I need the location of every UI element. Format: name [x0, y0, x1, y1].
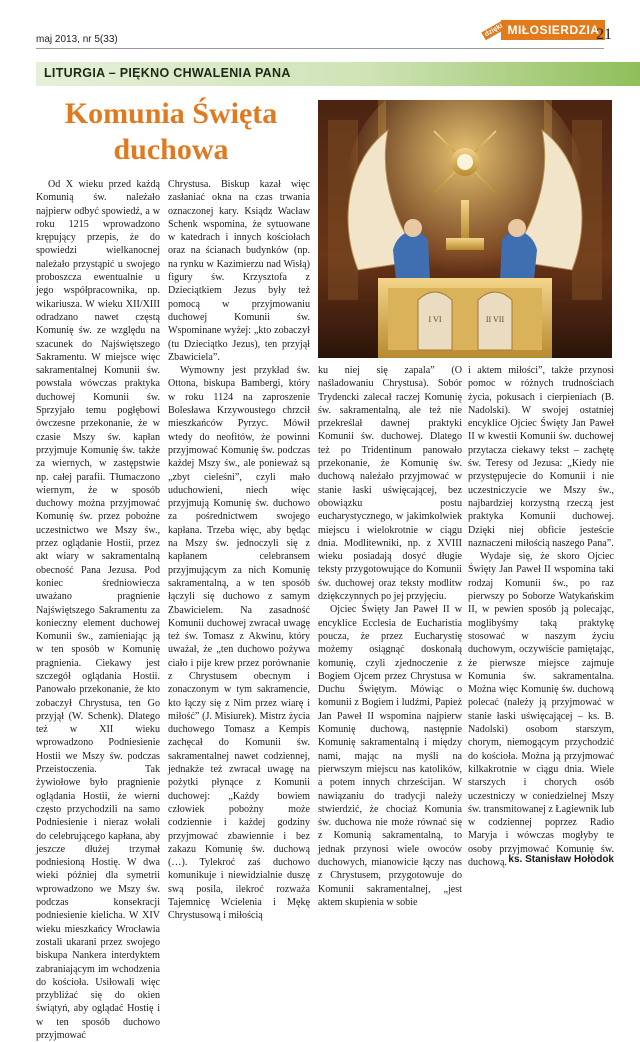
- logo-word: MIŁOSIERDZIA: [501, 20, 605, 40]
- paragraph: ku niej się zapala” (O naśladowaniu Chrystusa). Sobór Trydencki zalecał raczej Komunię św. sakramentalną, ale też nie przekreślał dawnej praktyki Komunii św. duchowej. Dlatego też po Tridentinum panowało przekonanie, że Komunię św. duchową należało przyjmować w stanie łaski uświęcającej, bez obowiązku postu eucharystycznego, w jakimkolwiek miejscu i wielokrotnie w ciągu dnia. Modlitewniki, np. z XVIII wieku posiadają dosyć długie teksty przygotowujące do Komunii św. duchowej oraz teksty modlitw dziękczynnych po jej przyjęciu.: [318, 365, 462, 603]
- issue-label: maj 2013, nr 5(33): [36, 34, 118, 45]
- tabernacle-photo: [318, 100, 612, 358]
- svg-text:II VII: II VII: [485, 315, 505, 324]
- author-signature: ks. Stanisław Hołodok: [508, 854, 614, 865]
- paragraph: Od X wieku przed każdą Komunią św. należało najpierw odbyć spowiedź, a w roku 1215 wprowadzono krępujący przepis, że do spowiedzi wielkanocnej należało przystąpić u swojego proboszcza ewentualnie u jego współpracownika, np. wikariusza. W wieku XII/XIII odradzano nawet częstą Komunię św. ze względu na szacunek do Najświętszego Sakramentu. W miejsce więc sakramentalnej Komunii św. powstała wówczas praktyka duchowej Komunii św. Sprzyjało temu pogłębowi ówczesne przekonanie, że w czasie Mszy św. kapłan przyjmuje Komunię św. także za wiernych, w zastępstwie np. całej parafii. Tłumaczono wiernym, że w sposób duchowy można przyjmować Komunię św. przez pobożne uczestnictwo we Mszy św., przez oglądanie Hostii, przez akt wiary w sakramentalną obecność Pana Jezusa. Pod koniec średniowiecza uważano pragnienie Najświętszego Sakramentu za konieczny element duchowej Komunii św., zamieniając ją w ten sposób w Komunię pragnienia. Ciekawy jest szczegół oglądania Hostii. Panowało przekonanie, że kto zobaczył Chrystusa, ten Go przyjął (W. Schenk). Dlatego też w XII wieku wprowadzono Podniesienie Hostii we Mszy św. podczas Przeistoczenia. Tak żywiołowe było pragnienie oglądania Hostii, że wierni często przychodzili na samo Podniesienie i nieraz wołali do celebrującego kapłana, aby jeszcze dłużej trzymał podniesioną Hostię. W dwa wieki później dla symetrii wprowadzono we Mszy św. podczas konsekracji podniesienie kielicha. W XIV wieku mieszkańcy Wrocławia zostali ukarani przez swojego biskupa Nankera interdyktem zabraniającym im wchodzenia do kościoła. Usiłowali więc przybliżać się do okien świątyń, aby oglądać Hostię i w ten sposób duchowo przyjmować: [36, 179, 160, 1041]
- article-headline: Komunia Święta duchowa: [64, 97, 278, 166]
- svg-text:I VI: I VI: [428, 315, 442, 324]
- text-column-4: [468, 364, 614, 868]
- logo-tag: dzięki: [481, 20, 506, 40]
- text-column-3: [318, 364, 462, 908]
- page-number: 21: [596, 26, 612, 43]
- paragraph: Wydaje się, że skoro Ojciec Święty Jan Paweł II wspomina taki rodzaj Komunii św., po raz pierwszy po Soborze Watykańskim II, w pewien sposób ją polecając, moglibyśmy taką praktykę stosować w naszym życiu duchowym, oczywiście pamiętając, że pierwsze miejsce zajmuje Komunia św. sakramentalna. Można więc Komunię św. duchową polecać (należy ją przyjmować w stanie łaski uświęcającej – ks. B. Nadolski) osobom starszym, chorym, niemogącym przychodzić do kościoła. Można ją przyjmować kilkakrotnie w ciągu dnia. Wiele starszych i chorych osób uczestniczy w coniedzielnej Mszy św. transmitowanej z Łagiewnik lub w codziennej poprzez Radio Maryja i wówczas mogłyby te osoby przyjmować Komunię św. duchową.: [468, 551, 614, 868]
- text-column-1: [36, 178, 160, 1041]
- section-band: [36, 62, 640, 86]
- section-title: LITURGIA – PIĘKNO CHWALENIA PANA: [44, 66, 291, 80]
- paragraph: Wymowny jest przykład św. Ottona, biskupa Bambergi, który w roku 1124 na zaproszenie Bolesława Krzywoustego chrzcił mieszkańców Pyrzyc. Mówił wtedy do neofitów, że powinni przyjmować Komunię św. podczas każdej Mszy św., ale ponieważ są „zbyt cieleśni”, czyli mało uduchowieni, niech więc przyjmują Komunię św. duchowo za pośrednictwem swojego kapłana. Trzeba więc, aby będąc na Mszy św. jednoczyli się z kapłanem celebransem przyjmującym za nich Komunię sakramentalną, a w ten sposób łączyli się duchowo z samym Zbawicielem. Na zasadność Komunii duchowej zwracał uwagę też św. Tomasz z Akwinu, który uważał, że „ten duchowo pożywa ciało i pije krew przez porównanie z Chrystusem obecnym i zonaczonym w tym sakramencie, kto łączy się z Nim przez wiarę i miłość” (J. Misiurek). Mistrz życia duchowego Tomasz a Kempis zachęcał do Komunii św. sakramentalnej nawet codziennej, jednakże też zwracał uwagę na pożytki płynące z Komunii duchowej: „Każdy bowiem człowiek pobożny może codziennie i każdej godziny przyjmować zbawiennie i bez zakazu Komunię św. duchową (…). Tylekroć zaś duchowo komunikuje i niewidzialnie duszę swą posila, ilekroć rozważa Tajemnicę Wcielenia i Mękę Chrystusową i miłością: [168, 365, 310, 922]
- text-column-2: [168, 178, 310, 922]
- header-divider: [36, 48, 604, 49]
- paragraph: i aktem miłości”, także przynosi pomoc w różnych trudnościach życia, pokusach i cierpieniach (B. Nadolski). W swojej ostatniej encyklice Ojciec Święty Jan Paweł II w kwestii Komunii św. duchowej przytacza ciekawy tekst – zachętę św. Teresy od Jezusa: „Kiedy nie przystępujecie do Komunii i nie uczestniczycie we Mszy św., najbardziej korzystną rzeczą jest praktyka Komunii duchowej. Dzięki niej obficie jesteście naznaczeni miłością naszego Pana”.: [468, 365, 614, 549]
- magazine-logo: [482, 20, 605, 40]
- paragraph: Chrystusa. Biskup kazał więc zasłaniać okna na czas trwania oznaczonej kary. Ksiądz Wacław Schenk wspomina, że sytuowane w katedrach i innych kościołach oraz na ścianach budynków (np. na rynku w Kazimierzu nad Wisłą) figury św. Krzysztofa z Dzieciątkiem Jezus były też pomocą w przyjmowaniu duchowej Komunii św. Wspominane wyżej: „kto zobaczył (tu Dzieciątko Jezus), ten przyjął Zbawiciela”.: [168, 179, 310, 363]
- paragraph: Ojciec Święty Jan Paweł II w encyklice Ecclesia de Eucharistia poucza, że przez Eucharystię możemy osiągnąć doskonałą komunię, czyli zjednoczenie z Bogiem Ojcem przez Chrystusa w Duchu Świętym. Mówiąc o komunii z Bogiem i ludźmi, Papież Jan Paweł II wspomina najpierw Komunię duchową, następnie Komunię sakramentalną i między nami, mając na myśli na pierwszym miejscu nas katolików, a potem innych chrześcijan. W nawiązaniu do tradycji należy stwierdzić, że chociaż Komunia św. duchowa nie może równać się z Komunią sakramentalną, to jednak przynosi wiele owoców duchowych, mianowicie łączy nas z Chrystusem, przygotowuje do Komunii sakramentalnej, „jest aktem skupienia w sobie: [318, 604, 462, 908]
- page-header: [0, 0, 640, 50]
